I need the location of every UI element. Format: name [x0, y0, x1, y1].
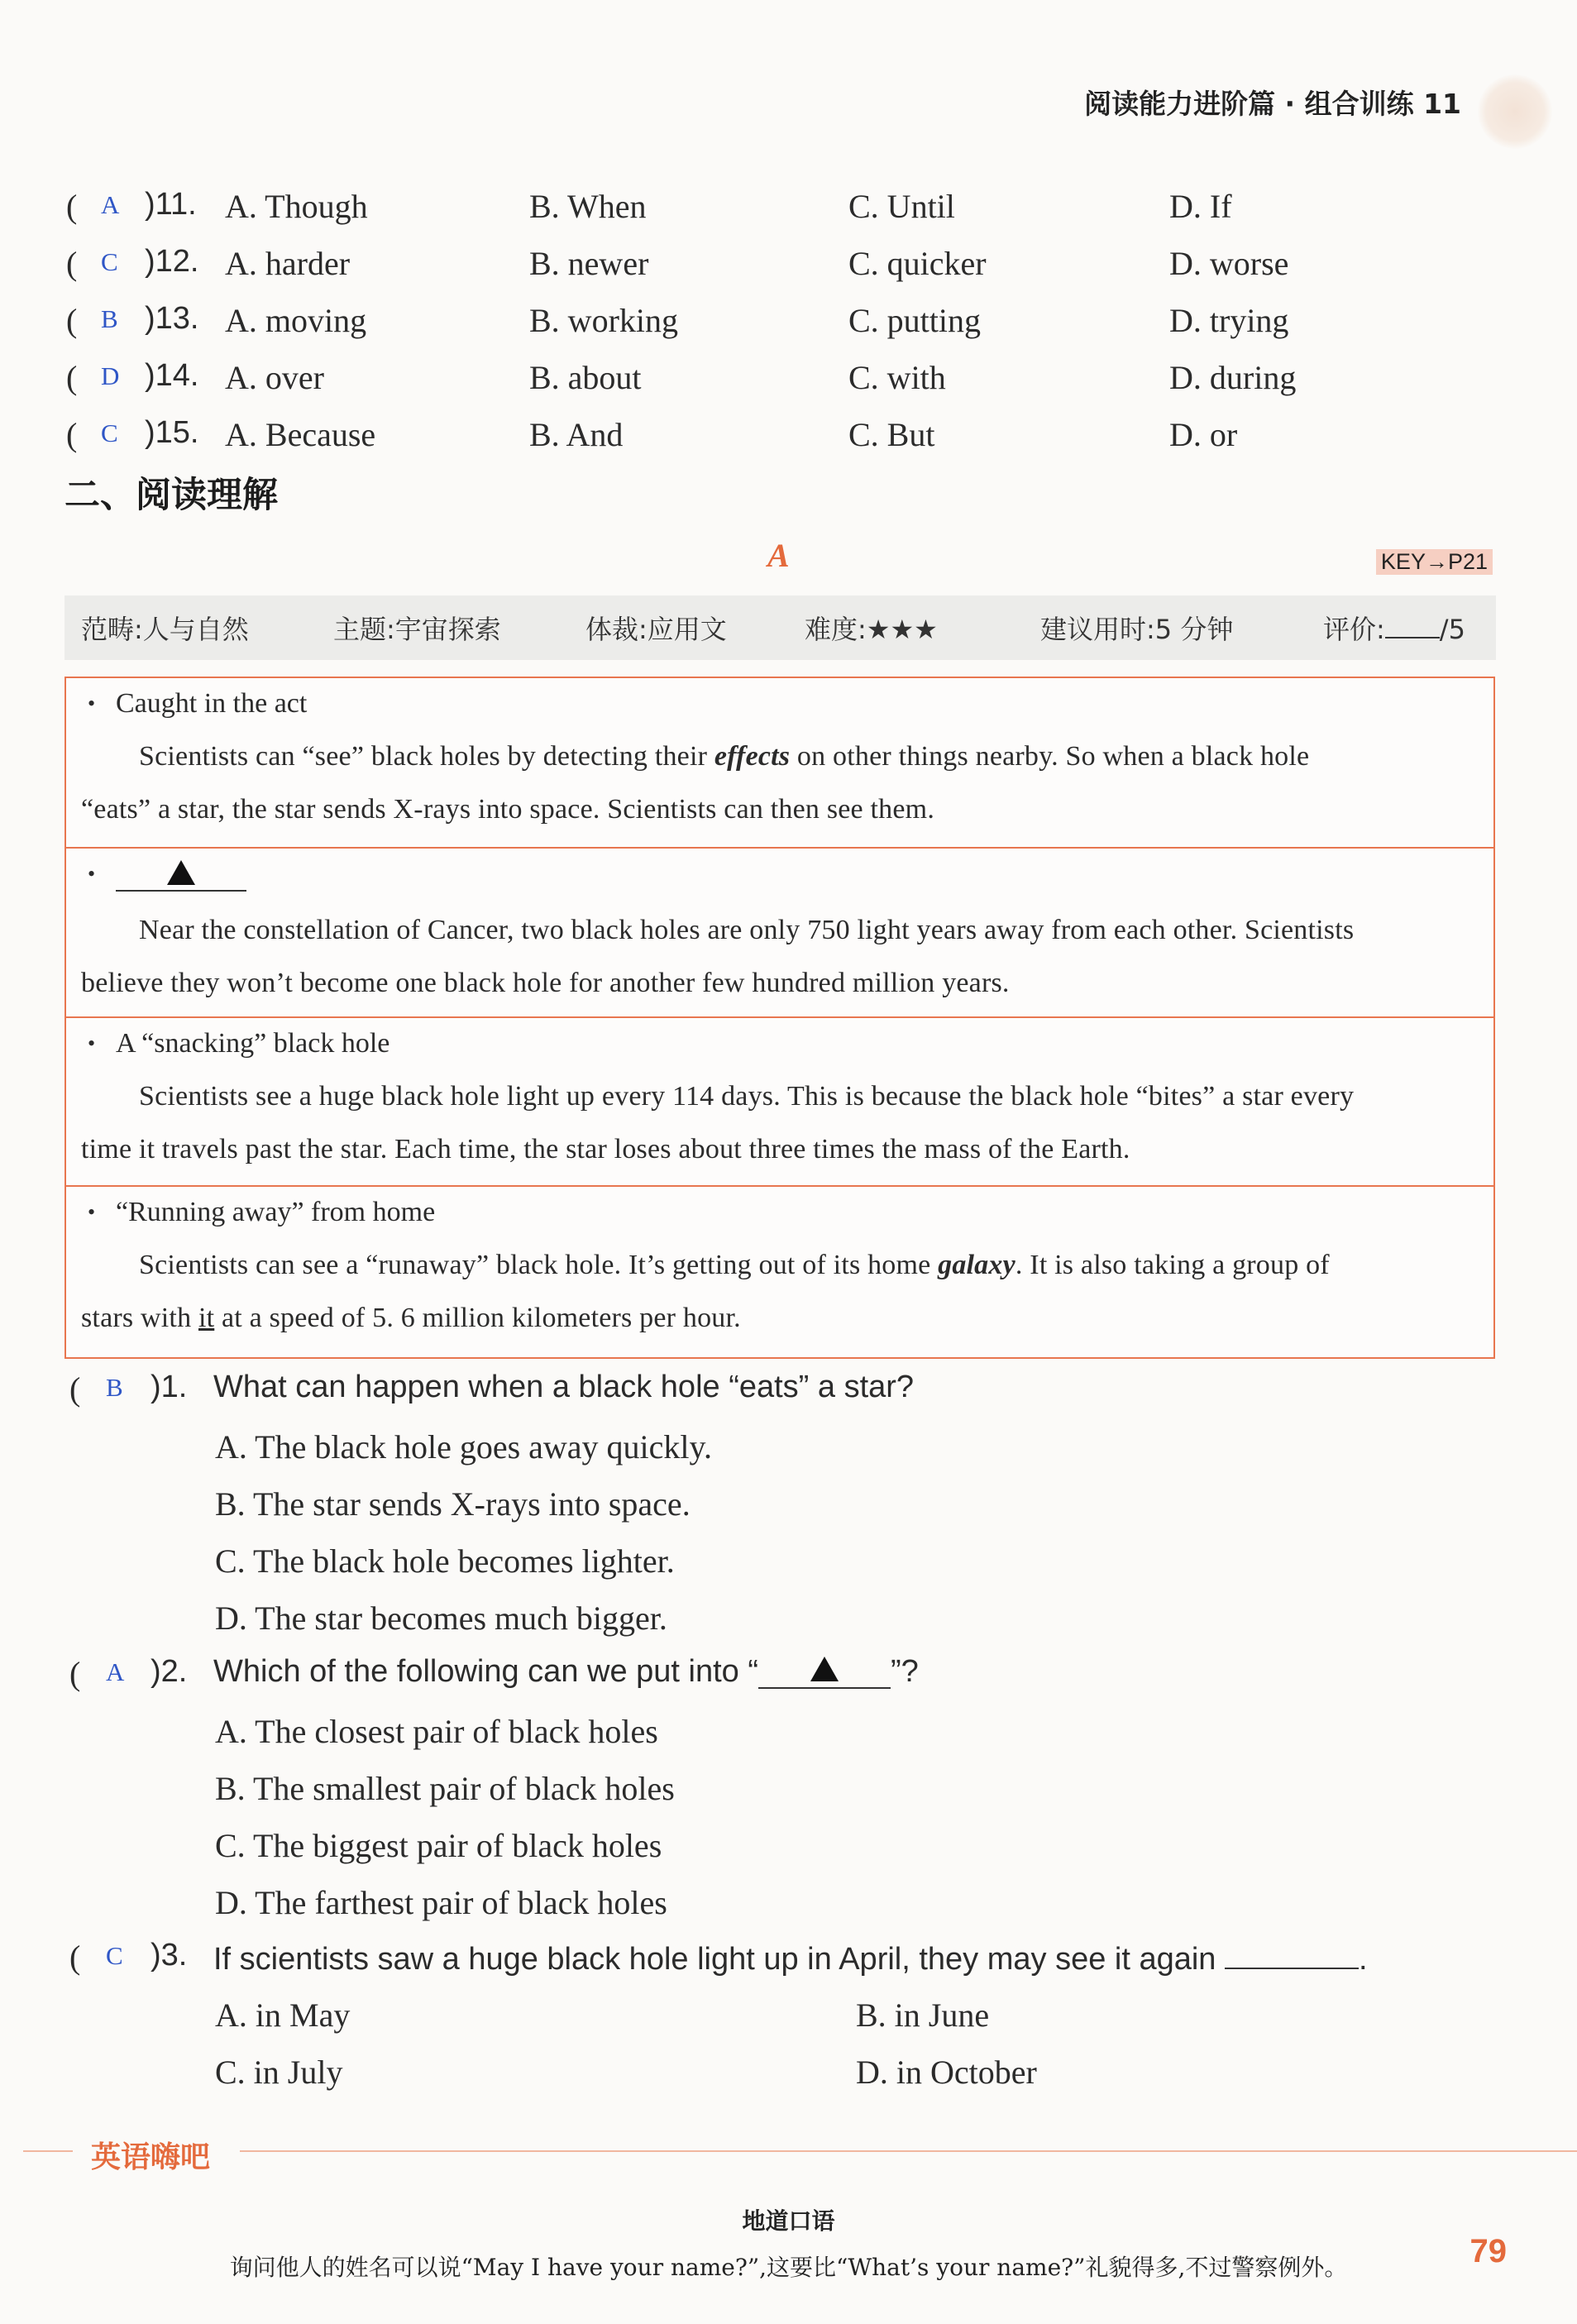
option: A. in May — [215, 1996, 351, 2034]
text-run: . — [1359, 1942, 1368, 1977]
passage-line: time it travels past the star. Each time, the star loses about three times the mass of the Earth. — [81, 1134, 1130, 1164]
answer-mark: A — [106, 1657, 125, 1686]
answer-mark: B — [106, 1373, 123, 1402]
open-paren: ( — [66, 188, 78, 225]
option-b: B. And — [529, 416, 624, 453]
answer-mark: B — [101, 304, 118, 333]
passage-line — [81, 1303, 741, 1334]
passage-line: Near the constellation of Cancer, two black holes are only 750 light years away from each other. Scientists — [139, 915, 1355, 945]
option: A. The closest pair of black holes — [215, 1713, 658, 1750]
option: B. The star sends X-rays into space. — [215, 1485, 691, 1523]
option: C. The black hole becomes lighter. — [215, 1542, 675, 1580]
info-time: 建议用时:5 分钟 — [1040, 614, 1234, 645]
question-text — [213, 1938, 1368, 1977]
option-a: A. over — [225, 359, 324, 396]
emphasized-word: galaxy — [938, 1250, 1015, 1280]
passage-section — [66, 847, 1493, 1016]
tip-title: 地道口语 — [742, 2207, 835, 2235]
option-d: D. during — [1169, 359, 1297, 396]
passage-line: “eats” a star, the star sends X-rays into space. Scientists can then see them. — [81, 794, 935, 825]
footer-divider — [240, 2150, 1577, 2152]
passage-letter: A — [767, 537, 790, 574]
section-heading-text: “Running away” from home — [116, 1197, 436, 1227]
footer-divider — [23, 2150, 73, 2152]
option-b: B. newer — [529, 245, 649, 282]
option: B. The smallest pair of black holes — [215, 1770, 675, 1807]
question-number: )15. — [145, 415, 199, 450]
passage-section — [66, 678, 1493, 847]
option: C. The biggest pair of black holes — [215, 1827, 662, 1864]
passage-section — [66, 1016, 1493, 1185]
answer-key-tag: KEY→P21 — [1376, 549, 1493, 575]
section-heading-text: Caught in the act — [116, 688, 308, 719]
rating-label: 评价: — [1323, 614, 1385, 645]
option-b: B. When — [529, 188, 647, 225]
text-run: ”? — [891, 1654, 919, 1689]
open-paren: ( — [66, 359, 78, 396]
question-text: What can happen when a black hole “eats” a star? — [213, 1370, 915, 1404]
blank-with-triangle — [758, 1654, 891, 1689]
question-number: )12. — [145, 244, 199, 279]
option-d: D. trying — [1169, 302, 1289, 339]
option: D. in October — [856, 2054, 1037, 2091]
question-number: )14. — [145, 358, 199, 393]
underlined-word: it — [198, 1303, 215, 1333]
option: B. in June — [856, 1996, 990, 2034]
info-category: 范畴:人与自然 — [81, 614, 249, 645]
blank-with-triangle — [116, 854, 246, 892]
answer-mark: A — [101, 190, 120, 219]
text-run: . It is also taking a group of — [1015, 1250, 1330, 1280]
bullet: • — [88, 1031, 96, 1055]
option-c: C. putting — [848, 302, 982, 339]
option-a: A. moving — [225, 302, 367, 339]
info-rating — [1323, 609, 1465, 647]
page-header-title: 阅读能力进阶篇 · 组合训练 11 — [1084, 88, 1461, 120]
tip-text: 询问他人的姓名可以说“May I have your name?”,这要比“What’s your name?”礼貌得多,不过警察例外。 — [229, 2254, 1348, 2281]
option-b: B. about — [529, 359, 642, 396]
option-c: C. with — [848, 359, 946, 396]
section-heading: 二、阅读理解 — [65, 475, 278, 516]
text-run: on other things nearby. So when a black hole — [790, 741, 1310, 772]
option-a: A. Though — [225, 188, 368, 225]
text-run: at a speed of 5. 6 million kilometers per hour. — [214, 1303, 741, 1333]
open-paren: ( — [66, 245, 78, 282]
bullet: • — [88, 1200, 96, 1224]
rating-blank — [1385, 615, 1440, 638]
answer-mark: D — [101, 361, 120, 390]
answer-mark: C — [106, 1941, 123, 1970]
open-paren: ( — [69, 1939, 81, 1976]
option-c: C. But — [848, 416, 935, 453]
option-c: C. Until — [848, 188, 955, 225]
answer-mark: C — [101, 418, 118, 447]
option-b: B. working — [529, 302, 678, 339]
heading-blank — [116, 854, 246, 892]
section-heading-text: A “snacking” black hole — [116, 1028, 390, 1059]
passage-line: Scientists see a huge black hole light up every 114 days. This is because the black hole “bites” a star every — [139, 1081, 1355, 1112]
passage-line — [139, 741, 1309, 772]
answer-blank — [1225, 1938, 1359, 1969]
option-a: A. Because — [225, 416, 376, 453]
page-number: 79 — [1469, 2233, 1507, 2269]
open-paren: ( — [69, 1370, 81, 1408]
question-text — [213, 1654, 919, 1690]
header-decoration — [1478, 74, 1552, 149]
open-paren: ( — [66, 416, 78, 453]
text-run: Scientists can see a “runaway” black hole. It’s getting out of its home — [139, 1250, 939, 1280]
answer-mark: C — [101, 247, 118, 276]
question-number: )1. — [151, 1370, 188, 1404]
option-d: D. If — [1169, 188, 1232, 225]
option: D. The farthest pair of black holes — [215, 1884, 667, 1921]
bullet: • — [88, 862, 96, 886]
open-paren: ( — [66, 302, 78, 339]
option: A. The black hole goes away quickly. — [215, 1428, 712, 1466]
rating-total: /5 — [1439, 614, 1465, 645]
triangle-icon — [810, 1657, 839, 1681]
info-theme: 主题:宇宙探索 — [333, 614, 501, 645]
option-a: A. harder — [225, 245, 351, 282]
text-run: If scientists saw a huge black hole light up in April, they may see it again — [213, 1942, 1225, 1977]
option-d: D. or — [1169, 416, 1238, 453]
text-run: Which of the following can we put into “ — [213, 1654, 759, 1689]
text-run: stars with — [81, 1303, 198, 1333]
passage-section — [66, 1185, 1493, 1357]
option-d: D. worse — [1169, 245, 1289, 282]
passage-line: believe they won’t become one black hole for another few hundred million years. — [81, 968, 1010, 998]
footer-label: 英语嗨吧 — [91, 2140, 211, 2174]
question-number: )13. — [145, 301, 199, 336]
text-run: Scientists can “see” black holes by detecting their — [139, 741, 714, 772]
info-difficulty: 难度:★★★ — [805, 614, 938, 645]
triangle-icon — [167, 860, 195, 885]
passage-table — [65, 677, 1495, 1359]
question-number: )11. — [145, 187, 197, 222]
option: D. The star becomes much bigger. — [215, 1600, 667, 1637]
emphasized-word: effects — [714, 741, 791, 772]
question-number: )2. — [151, 1654, 188, 1689]
bullet: • — [88, 691, 96, 715]
question-number: )3. — [151, 1938, 188, 1973]
passage-info-bar — [65, 595, 1496, 660]
open-paren: ( — [69, 1655, 81, 1692]
passage-line — [139, 1250, 1330, 1281]
option-c: C. quicker — [848, 245, 987, 282]
info-genre: 体裁:应用文 — [585, 614, 727, 645]
option: C. in July — [215, 2054, 343, 2091]
